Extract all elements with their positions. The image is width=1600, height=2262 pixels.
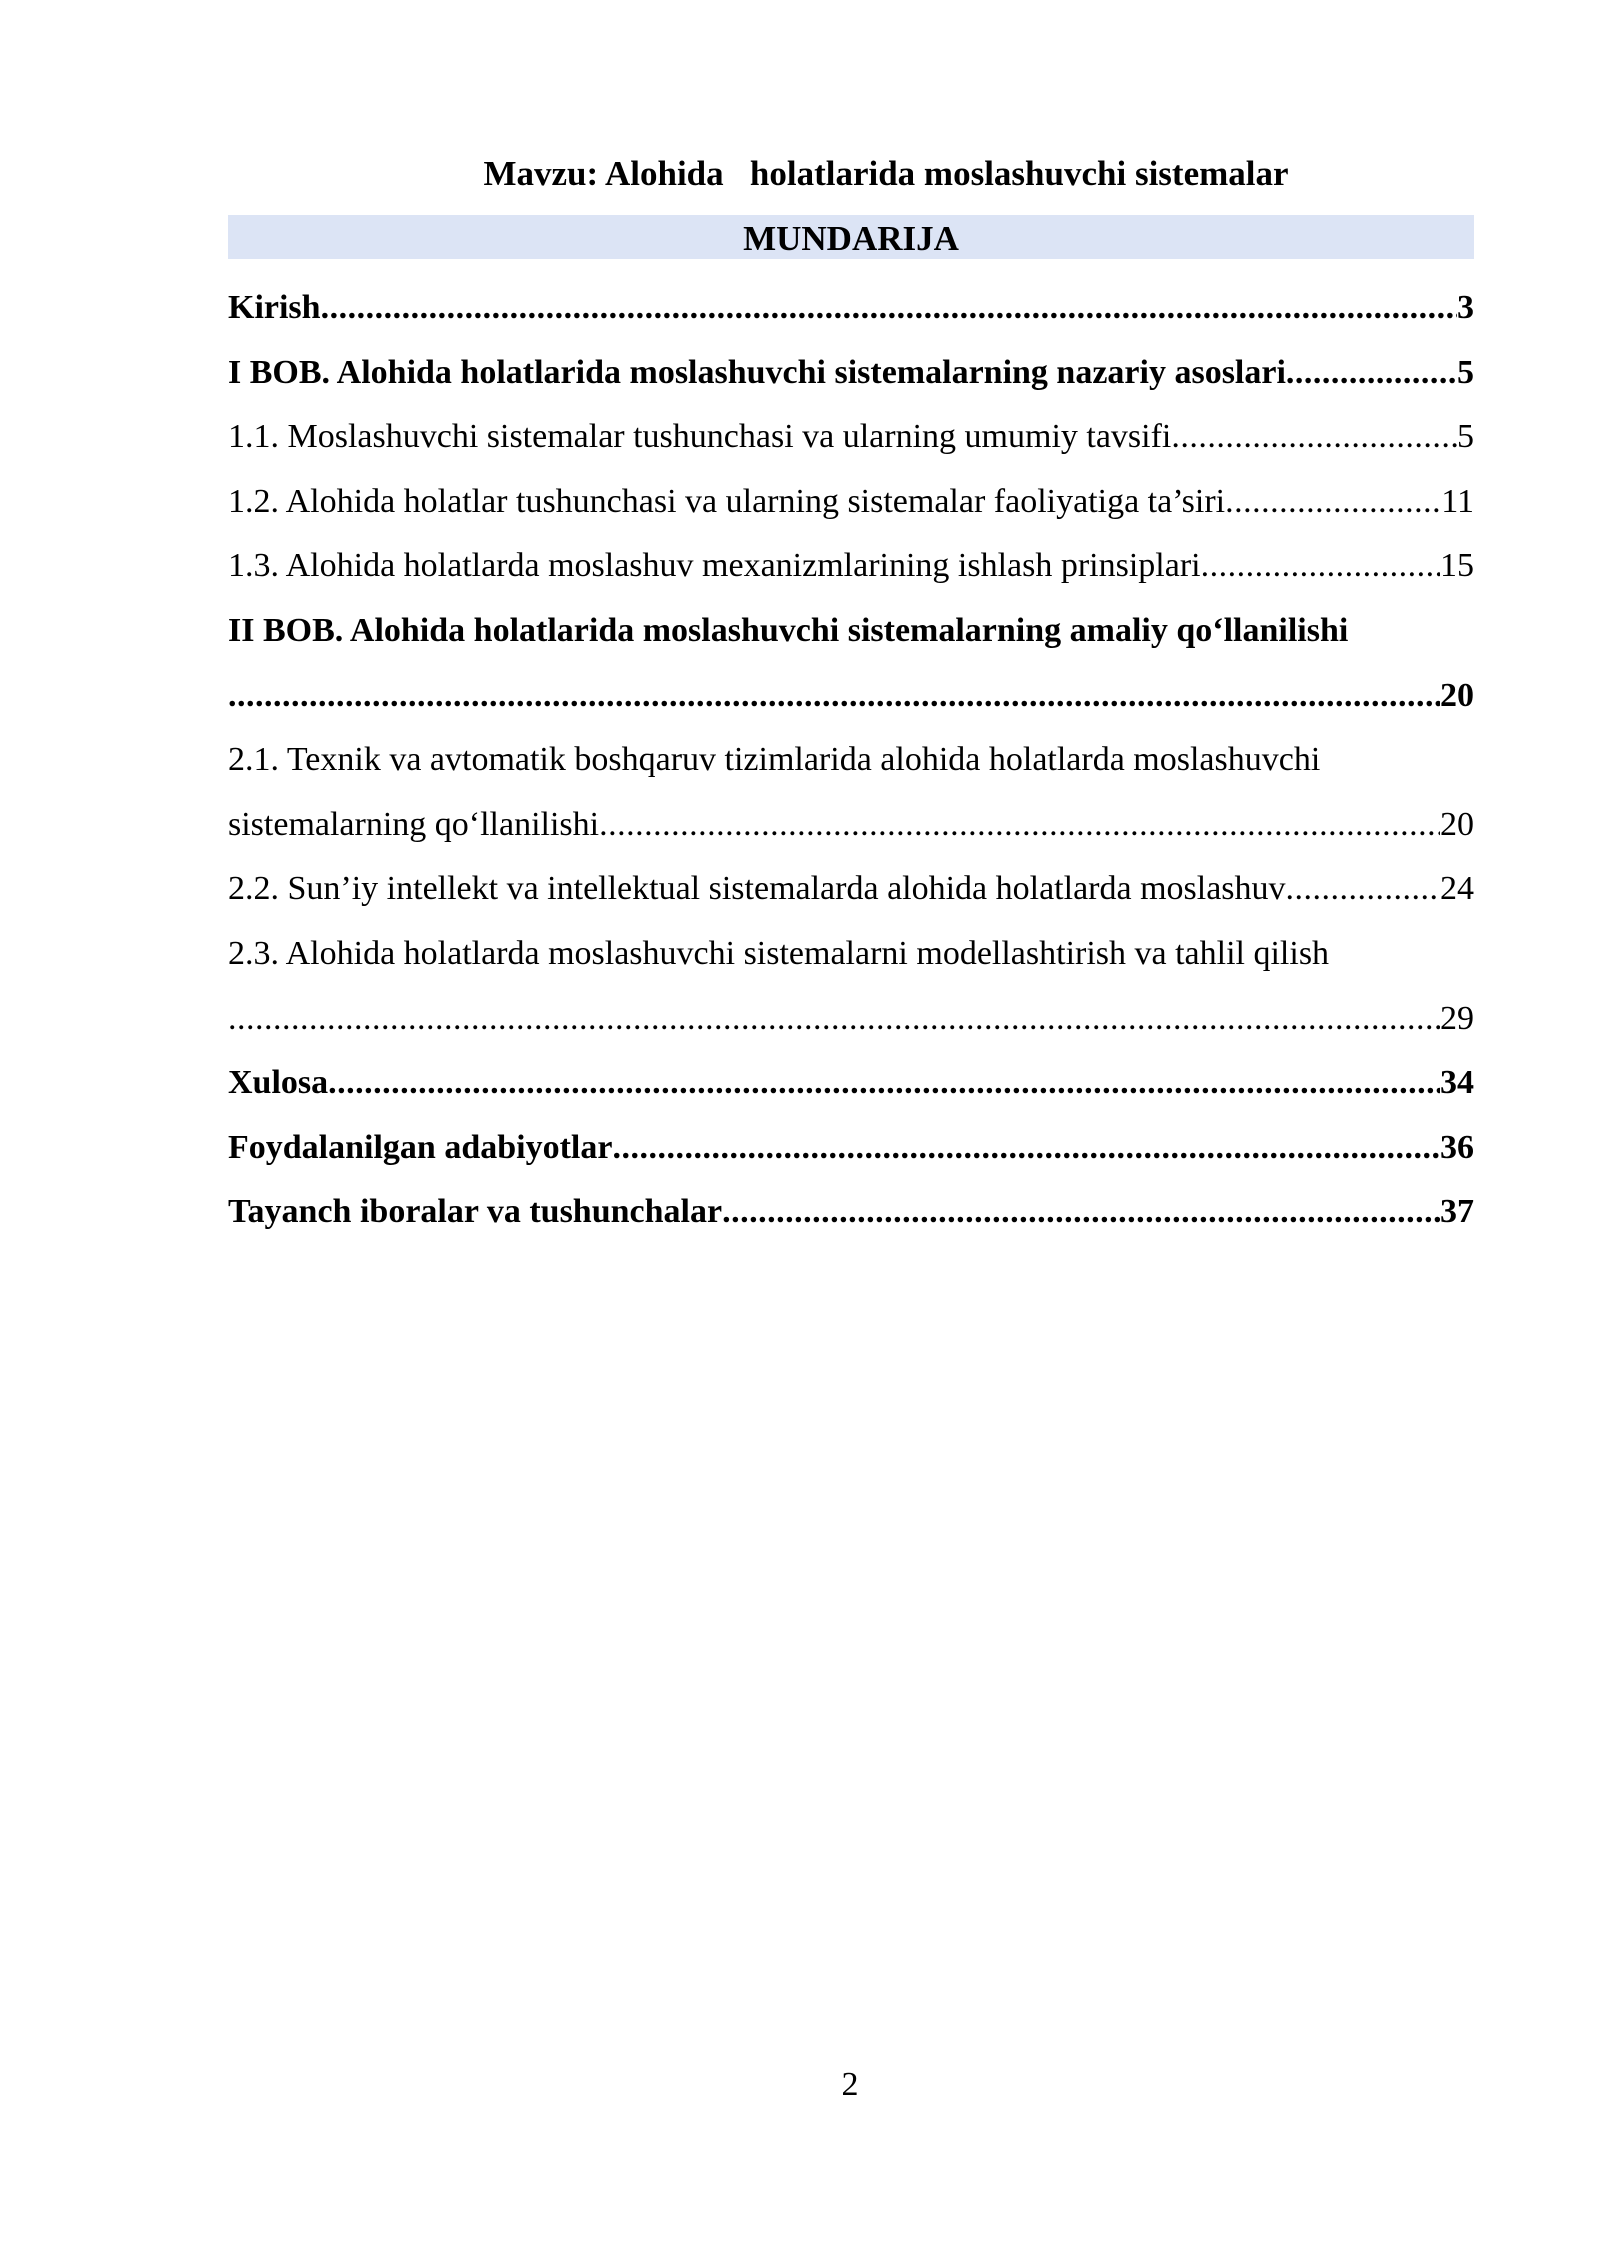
toc-entry-title: Xulosa	[228, 1064, 329, 1102]
toc-entry[interactable]	[228, 405, 1474, 470]
toc-entry-title: Kirish	[228, 289, 321, 326]
toc-leader-dots	[1286, 857, 1440, 922]
toc-leader-dots	[1225, 470, 1441, 535]
toc-leader-dots	[1286, 341, 1457, 406]
toc-leader-dots	[722, 1180, 1440, 1245]
toc-entry-page: 11	[1441, 482, 1474, 520]
toc-entry[interactable]	[228, 534, 1474, 599]
toc-entry-title: 1.2. Alohida holatlar tushunchasi va ularning sistemalar faoliyatiga ta’siri	[228, 482, 1226, 520]
page-number: 2	[841, 2066, 859, 2103]
toc-entry-page: 15	[1440, 547, 1474, 585]
toc-entry-title: sistemalarning qo‘llanilishi	[228, 805, 600, 843]
toc-entry-page: 20	[1440, 676, 1474, 714]
toc-heading: MUNDARIJA	[228, 215, 1474, 259]
toc-entry-page: 5	[1457, 418, 1474, 456]
toc-entry[interactable]	[228, 599, 1474, 664]
toc-entry[interactable]	[228, 470, 1474, 535]
toc-leader-dots	[321, 276, 1457, 341]
toc-entry-title: 2.1. Texnik va avtomatik boshqaruv tizimlarida alohida holatlarda moslashuvchi	[228, 741, 1321, 779]
toc-entry-page: 36	[1440, 1128, 1474, 1166]
toc-entry[interactable]	[228, 1180, 1474, 1245]
toc-leader-dots	[612, 1116, 1440, 1181]
document-title: Mavzu: Alohida holatlarida moslashuvchi sistemalar	[483, 154, 1289, 193]
toc-entry-title: Tayanch iboralar va tushunchalar	[228, 1193, 723, 1231]
toc-entry-page: 5	[1457, 353, 1474, 391]
toc-entry-page: 34	[1440, 1064, 1474, 1102]
toc-leader-dots	[599, 793, 1440, 858]
toc-entry-page: 3	[1457, 289, 1474, 326]
toc-entry[interactable]	[228, 1051, 1474, 1116]
toc-entry[interactable]	[228, 857, 1474, 922]
toc-entry-page: 24	[1440, 870, 1474, 908]
toc-leader-dots	[1201, 534, 1440, 599]
toc-entry-title: I BOB. Alohida holatlarida moslashuvchi sistemalarning nazariy asoslari	[228, 353, 1286, 391]
toc-entry-title: II BOB. Alohida holatlarida moslashuvchi sistemalarning amaliy qo‘llanilishi	[228, 611, 1349, 649]
toc-entry-page: 20	[1440, 805, 1474, 843]
toc-entry[interactable]	[228, 341, 1474, 406]
toc-entry-page: 29	[1440, 999, 1474, 1037]
toc-entry[interactable]	[228, 987, 1474, 1052]
toc-entry[interactable]	[228, 728, 1474, 793]
toc-entry-title: 1.3. Alohida holatlarda moslashuv mexanizmlarining ishlash prinsiplari	[228, 547, 1201, 585]
toc-entry[interactable]	[228, 276, 1474, 341]
toc-entry[interactable]	[228, 922, 1474, 987]
toc-entry-title: 2.2. Sun’iy intellekt va intellektual sistemalarda alohida holatlarda moslashuv	[228, 870, 1286, 908]
toc-entry[interactable]	[228, 793, 1474, 858]
toc-entry-page: 37	[1440, 1193, 1474, 1231]
toc-leader-dots	[1171, 405, 1457, 470]
toc-leader-dots	[228, 987, 1440, 1052]
toc-leader-dots	[228, 664, 1440, 729]
table-of-contents	[228, 276, 1474, 1245]
toc-entry-title: Foydalanilgan adabiyotlar	[228, 1128, 613, 1166]
toc-entry-title: 1.1. Moslashuvchi sistemalar tushunchasi va ularning umumiy tavsifi	[228, 418, 1172, 456]
toc-leader-dots	[328, 1051, 1440, 1116]
toc-entry[interactable]	[228, 1116, 1474, 1181]
toc-entry-title: 2.3. Alohida holatlarda moslashuvchi sistemalarni modellashtirish va tahlil qilish	[228, 934, 1330, 972]
toc-entry[interactable]	[228, 664, 1474, 729]
